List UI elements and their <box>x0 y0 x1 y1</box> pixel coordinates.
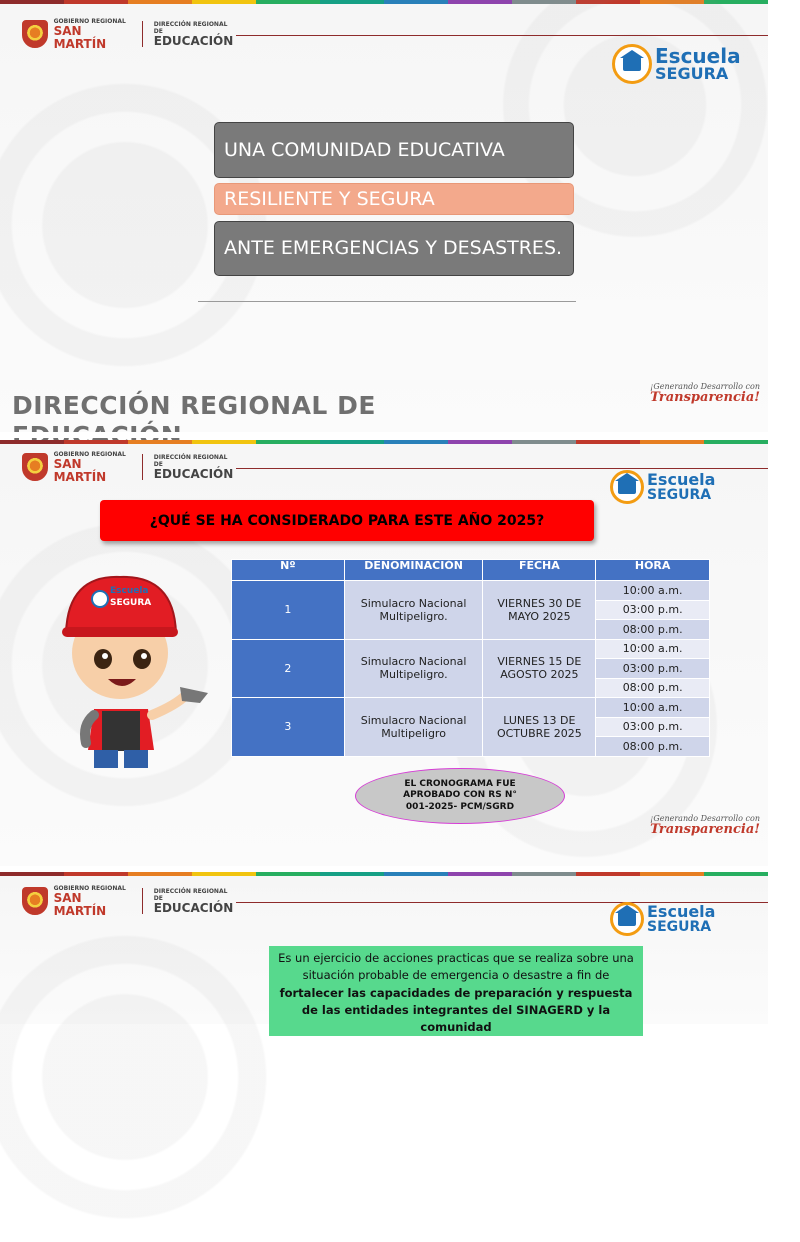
row-hora: 03:00 p.m. <box>596 600 710 620</box>
row-denominacion: Simulacro Nacional Multipeligro. <box>344 639 483 698</box>
row-num: 3 <box>232 698 345 757</box>
row-denominacion: Simulacro Nacional Multipeligro. <box>344 581 483 640</box>
region-label: SAN MARTÍN <box>53 23 107 51</box>
row-num: 1 <box>232 581 345 640</box>
region-shield-icon <box>22 20 48 48</box>
header-num: Nº <box>232 560 345 581</box>
row-hora: 08:00 p.m. <box>596 737 710 757</box>
row-fecha: LUNES 13 DE OCTUBRE 2025 <box>483 698 596 757</box>
escuela-label: Escuela <box>647 470 716 489</box>
header-fecha: FECHA <box>483 560 596 581</box>
row-hora: 08:00 p.m. <box>596 620 710 640</box>
escuela-segura-logo <box>610 902 715 936</box>
table-row <box>232 698 710 718</box>
headline-line-3: ANTE EMERGENCIAS Y DESASTRES. <box>214 221 574 276</box>
school-house-icon <box>610 902 644 936</box>
cronograma-approval-note: EL CRONOGRAMA FUE APROBADO CON RS N° 001-2025- PCM/SGRD <box>355 768 565 824</box>
row-fecha: VIERNES 15 DE AGOSTO 2025 <box>483 639 596 698</box>
mascot-child-illustration <box>58 575 218 770</box>
helmet-segura-label: SEGURA <box>110 598 152 608</box>
header-denominacion: DENOMINACIÓN <box>344 560 483 581</box>
gobierno-label: GOBIERNO REGIONAL <box>53 17 126 25</box>
row-hora: 10:00 a.m. <box>596 639 710 659</box>
gobierno-regional-logo <box>22 19 237 49</box>
question-banner: ¿QUÉ SE HA CONSIDERADO PARA ESTE AÑO 2025? <box>100 500 594 541</box>
color-stripe <box>0 440 768 444</box>
row-hora: 03:00 p.m. <box>596 717 710 737</box>
educacion-label: EDUCACIÓN <box>153 466 234 481</box>
region-shield-icon <box>22 887 48 915</box>
escuela-segura-logo <box>610 470 715 504</box>
headline-line-1: UNA COMUNIDAD EDUCATIVA <box>214 122 574 178</box>
region-shield-icon <box>22 453 48 481</box>
slide-title: DIRECCIÓN REGIONAL DE <box>12 391 376 420</box>
direccion-label: DIRECCIÓN REGIONAL DE <box>153 887 228 902</box>
definition-text: Es un ejercicio de acciones practicas que se realiza sobre una situación probable de emergencia o desastre a fin de <box>278 951 634 983</box>
gobierno-label: GOBIERNO REGIONAL <box>53 884 126 892</box>
school-house-icon <box>610 470 644 504</box>
color-stripe <box>0 872 768 876</box>
segura-label: SEGURA <box>647 919 712 935</box>
slide-1 <box>0 0 768 432</box>
row-hora: 08:00 p.m. <box>596 678 710 698</box>
generando-desarrollo-slogan: ¡Generando Desarrollo con Transparencia! <box>650 382 760 406</box>
row-hora: 03:00 p.m. <box>596 659 710 679</box>
table-row <box>232 581 710 601</box>
direccion-label: DIRECCIÓN REGIONAL DE <box>153 453 228 468</box>
region-label: SAN MARTÍN <box>53 890 107 918</box>
gobierno-label: GOBIERNO REGIONAL <box>53 450 126 458</box>
generando-desarrollo-slogan: ¡Generando Desarrollo con Transparencia! <box>650 814 760 838</box>
simulacro-definition <box>269 946 643 1036</box>
direccion-label: DIRECCIÓN REGIONAL DE <box>153 20 228 35</box>
definition-bold-text: fortalecer las capacidades de preparación y respuesta de las entidades integrantes del SINAGERD y la comunidad <box>279 985 633 1034</box>
row-denominacion: Simulacro Nacional Multipeligro <box>344 698 483 757</box>
segura-label: SEGURA <box>655 64 729 83</box>
table-header-row <box>232 560 710 581</box>
header-hora: HORA <box>596 560 710 581</box>
slide-3 <box>0 872 768 1034</box>
gobierno-regional-logo <box>22 886 237 916</box>
segura-label: SEGURA <box>647 487 712 503</box>
escuela-label: Escuela <box>655 44 741 68</box>
header-rule <box>236 35 768 36</box>
slide-2 <box>0 440 768 866</box>
header-rule <box>236 468 768 469</box>
row-num: 2 <box>232 639 345 698</box>
educacion-label: EDUCACIÓN <box>153 33 234 48</box>
divider <box>198 301 576 302</box>
table-row <box>232 639 710 659</box>
row-hora: 10:00 a.m. <box>596 698 710 718</box>
region-label: SAN MARTÍN <box>53 456 107 484</box>
gobierno-regional-logo <box>22 452 237 482</box>
row-fecha: VIERNES 30 DE MAYO 2025 <box>483 581 596 640</box>
escuela-label: Escuela <box>647 902 716 921</box>
escuela-segura-logo <box>612 44 741 84</box>
simulacro-schedule-table <box>231 559 710 757</box>
helmet-escuela-label: Escuela <box>110 586 149 596</box>
school-house-icon <box>612 44 652 84</box>
row-hora: 10:00 a.m. <box>596 581 710 601</box>
headline-line-2: RESILIENTE Y SEGURA <box>214 183 574 215</box>
educacion-label: EDUCACIÓN <box>153 900 234 915</box>
watermark-emblem <box>0 912 290 1242</box>
